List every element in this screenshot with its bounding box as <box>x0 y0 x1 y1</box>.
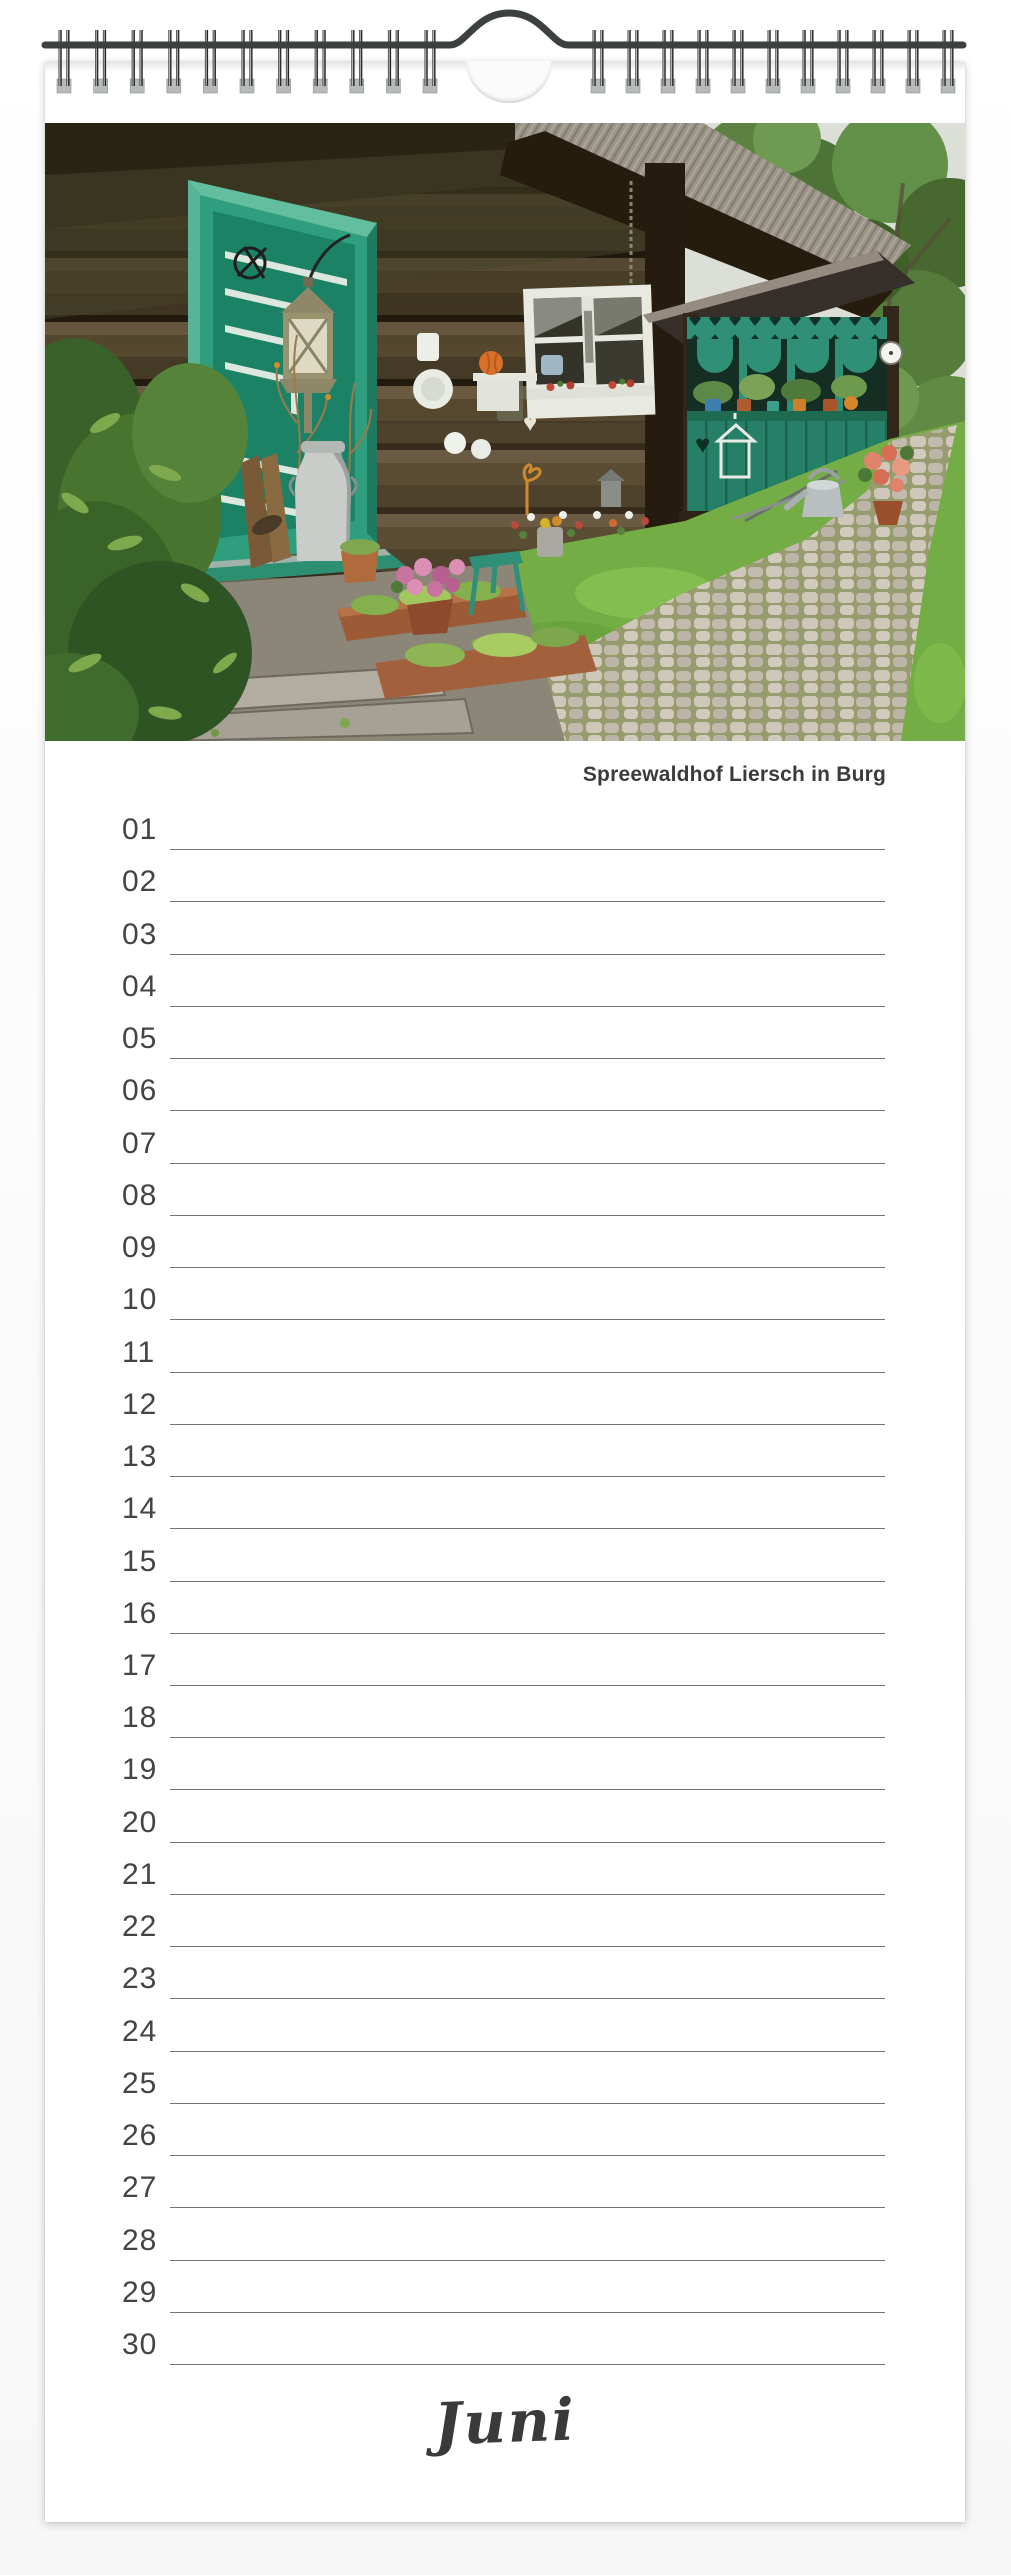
wire-loop <box>880 30 883 86</box>
day-number: 24 <box>122 2014 158 2048</box>
day-row <box>45 1320 965 1372</box>
wire-loop <box>249 30 252 86</box>
day-number: 12 <box>122 1387 158 1421</box>
wire-loop <box>628 30 631 86</box>
day-row <box>45 798 965 850</box>
wire-loop <box>775 30 778 86</box>
wire-loop <box>803 30 806 86</box>
day-row <box>45 2156 965 2208</box>
day-number: 19 <box>122 1753 158 1787</box>
wire-loop <box>698 30 701 86</box>
day-row <box>45 850 965 902</box>
day-rows <box>45 798 965 2365</box>
wire-binding <box>0 0 1011 110</box>
day-number: 30 <box>122 2328 158 2362</box>
calendar-page <box>45 62 965 2522</box>
day-row <box>45 1738 965 1790</box>
wire-loop <box>359 30 362 86</box>
day-row <box>45 1843 965 1895</box>
day-number: 10 <box>122 1283 158 1317</box>
wire-loop <box>733 30 736 86</box>
day-number: 29 <box>122 2275 158 2309</box>
heart-cutout: ♥ <box>695 429 711 459</box>
wire-loop <box>59 30 62 86</box>
wire-loop <box>103 30 106 86</box>
wire-loop <box>845 30 848 86</box>
day-number: 16 <box>122 1596 158 1630</box>
day-number: 27 <box>122 2171 158 2205</box>
month-title: Juni <box>432 2385 578 2459</box>
day-row <box>45 1582 965 1634</box>
day-row <box>45 1477 965 1529</box>
wire-loop <box>176 30 179 86</box>
window <box>523 285 655 419</box>
wire-loops <box>57 30 955 93</box>
day-number: 26 <box>122 2119 158 2153</box>
day-number: 03 <box>122 917 158 951</box>
wire-loop <box>140 30 143 86</box>
wire-loop <box>213 30 216 86</box>
wire-loop <box>286 30 289 86</box>
wire-loop <box>810 30 813 86</box>
photo-illustration <box>45 123 965 741</box>
calendar-photo <box>45 123 965 741</box>
day-row <box>45 2313 965 2365</box>
wire-loop <box>768 30 771 86</box>
day-number: 15 <box>122 1544 158 1578</box>
day-row <box>45 2104 965 2156</box>
day-row <box>45 955 965 1007</box>
wire-bar-and-hanger-hook <box>45 13 963 45</box>
wire-loop <box>670 30 673 86</box>
wire-loop <box>323 30 326 86</box>
day-row <box>45 1634 965 1686</box>
wire-loop <box>740 30 743 86</box>
day-row <box>45 1059 965 1111</box>
day-row <box>45 1216 965 1268</box>
succulent-pot <box>340 539 380 583</box>
day-number: 04 <box>122 969 158 1003</box>
day-row <box>45 1373 965 1425</box>
day-row <box>45 1111 965 1163</box>
day-number: 21 <box>122 1857 158 1891</box>
wire-loop <box>838 30 841 86</box>
wire-loop <box>168 30 171 86</box>
wire-loop <box>663 30 666 86</box>
day-row <box>45 2261 965 2313</box>
day-number: 09 <box>122 1231 158 1265</box>
day-writing-line <box>170 2364 885 2365</box>
day-row <box>45 1164 965 1216</box>
heart-ornament: ♥ <box>523 410 538 437</box>
day-row <box>45 1790 965 1842</box>
wire-loop <box>593 30 596 86</box>
day-row <box>45 1007 965 1059</box>
day-row <box>45 1686 965 1738</box>
wire-loop <box>388 30 391 86</box>
wire-loop <box>66 30 69 86</box>
day-number: 23 <box>122 1962 158 1996</box>
wire-loop <box>432 30 435 86</box>
day-number: 11 <box>122 1335 156 1369</box>
day-number: 28 <box>122 2223 158 2257</box>
day-number: 22 <box>122 1910 158 1944</box>
wire-loop <box>278 30 281 86</box>
wire-loop <box>205 30 208 86</box>
wire-loop <box>351 30 354 86</box>
day-number: 01 <box>122 813 158 847</box>
wire-loop <box>315 30 318 86</box>
day-number: 18 <box>122 1701 158 1735</box>
wire-loop <box>950 30 953 86</box>
wire-loop <box>600 30 603 86</box>
day-number: 08 <box>122 1178 158 1212</box>
day-number: 25 <box>122 2066 158 2100</box>
wire-loop <box>908 30 911 86</box>
pumpkin <box>479 351 503 375</box>
day-row <box>45 1999 965 2051</box>
day-row <box>45 902 965 954</box>
wire-loop <box>242 30 245 86</box>
wire-loop <box>635 30 638 86</box>
day-number: 17 <box>122 1648 158 1682</box>
wire-loop <box>943 30 946 86</box>
day-number: 13 <box>122 1440 158 1474</box>
day-number: 07 <box>122 1126 158 1160</box>
wire-loop <box>873 30 876 86</box>
day-number: 05 <box>122 1022 158 1056</box>
wire-loop <box>425 30 428 86</box>
wire-loop <box>95 30 98 86</box>
day-row <box>45 1268 965 1320</box>
day-row <box>45 2052 965 2104</box>
day-number: 20 <box>122 1805 158 1839</box>
day-number: 06 <box>122 1074 158 1108</box>
day-row <box>45 1895 965 1947</box>
wire-loop <box>705 30 708 86</box>
wire-loop <box>915 30 918 86</box>
photo-caption: Spreewaldhof Liersch in Burg <box>582 763 886 786</box>
wire-loop <box>396 30 399 86</box>
day-row <box>45 1947 965 1999</box>
wire-loop <box>132 30 135 86</box>
day-row <box>45 1425 965 1477</box>
day-number: 14 <box>122 1492 158 1526</box>
day-row <box>45 2208 965 2260</box>
day-row <box>45 1529 965 1581</box>
day-number: 02 <box>122 865 158 899</box>
